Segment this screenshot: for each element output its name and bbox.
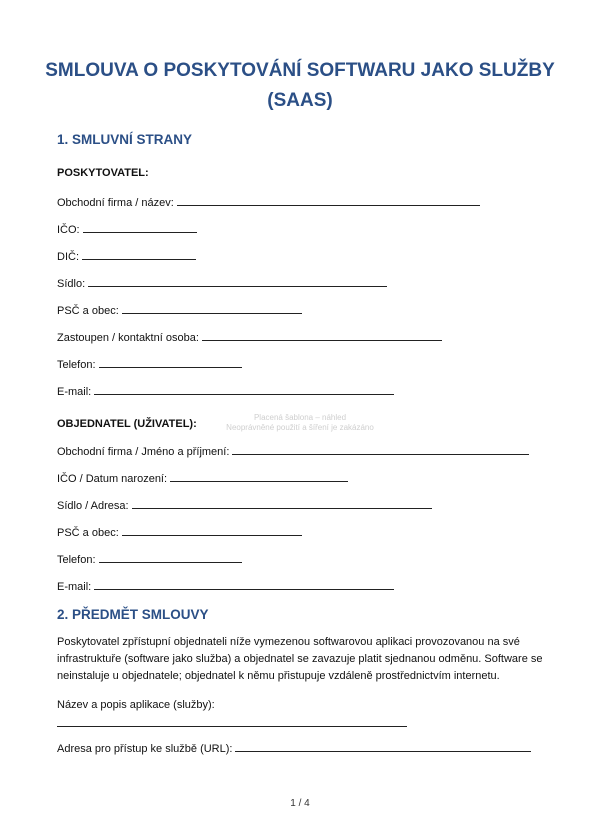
url-field (57, 741, 531, 756)
watermark-line-1: Placená šablona – náhled (253, 413, 347, 422)
customer-field-email-label: E-mail: (57, 581, 92, 593)
customer-field-address-label: Sídlo / Adresa: (57, 500, 129, 512)
provider-field-name-label: Obchodní firma / název: (57, 197, 174, 209)
provider-field-dic (57, 249, 196, 264)
customer-field-zip-label: PSČ a obec: (57, 527, 119, 539)
customer-field-address (57, 498, 432, 513)
provider-field-seat (57, 276, 387, 291)
provider-field-ico (57, 222, 197, 237)
provider-field-zip (57, 303, 302, 318)
provider-dic-blank[interactable] (82, 249, 196, 260)
page-indicator: 1 / 4 (290, 798, 310, 809)
customer-address-blank[interactable] (132, 498, 432, 509)
url-label: Adresa pro přístup ke službě (URL): (57, 743, 233, 755)
provider-contact-blank[interactable] (202, 330, 442, 341)
provider-ico-blank[interactable] (83, 222, 197, 233)
customer-field-phone-label: Telefon: (57, 554, 96, 566)
provider-name-blank[interactable] (177, 195, 480, 206)
provider-zip-blank[interactable] (122, 303, 302, 314)
provider-field-phone (57, 357, 242, 372)
provider-field-email (57, 384, 394, 399)
customer-name-blank[interactable] (232, 444, 529, 455)
customer-field-phone (57, 552, 242, 567)
customer-field-ico-label: IČO / Datum narození: (57, 473, 168, 485)
provider-heading: POSKYTOVATEL: (57, 167, 149, 179)
provider-field-contact-label: Zastoupen / kontaktní osoba: (57, 332, 199, 344)
customer-phone-blank[interactable] (99, 552, 242, 563)
customer-heading: OBJEDNATEL (UŽIVATEL): (57, 418, 197, 430)
customer-field-zip (57, 525, 302, 540)
preview-watermark (200, 413, 400, 433)
customer-zip-blank[interactable] (122, 525, 302, 536)
provider-phone-blank[interactable] (99, 357, 242, 368)
customer-ico-blank[interactable] (170, 471, 348, 482)
customer-field-ico (57, 471, 348, 486)
customer-field-email (57, 579, 394, 594)
subject-paragraph: Poskytovatel zpřístupní objednateli níže vymezenou softwarovou aplikaci provozovanou na své infrastruktuře (software jako služba) a objednatel se zavazuje platit sjednanou odměnu. Software se neinstaluje u objednatele; objednatel k němu přistupuje vzdáleně prostřednictvím internetu. (57, 636, 543, 682)
customer-email-blank[interactable] (94, 579, 394, 590)
section-heading-parties: 1. SMLUVNÍ STRANY (57, 132, 193, 147)
provider-field-name (57, 195, 480, 210)
watermark-line-2: Neoprávněné použití a šíření je zakázáno (226, 423, 374, 432)
provider-field-phone-label: Telefon: (57, 359, 96, 371)
document-title: SMLOUVA O POSKYTOVÁNÍ SOFTWARU JAKO SLUŽBY (SAAS) (45, 60, 555, 111)
provider-field-seat-label: Sídlo: (57, 278, 86, 290)
provider-field-email-label: E-mail: (57, 386, 92, 398)
provider-email-blank[interactable] (94, 384, 394, 395)
provider-seat-blank[interactable] (88, 276, 387, 287)
customer-field-name-label: Obchodní firma / Jméno a příjmení: (57, 446, 230, 458)
customer-field-name (57, 444, 529, 459)
section-heading-subject: 2. PŘEDMĚT SMLOUVY (57, 607, 209, 622)
provider-field-zip-label: PSČ a obec: (57, 305, 119, 317)
app-description-blank[interactable] (57, 726, 407, 727)
url-blank[interactable] (235, 741, 531, 752)
app-label: Název a popis aplikace (služby): (57, 699, 215, 711)
provider-field-ico-label: IČO: (57, 224, 80, 236)
provider-field-dic-label: DIČ: (57, 251, 79, 263)
provider-field-contact (57, 330, 442, 345)
